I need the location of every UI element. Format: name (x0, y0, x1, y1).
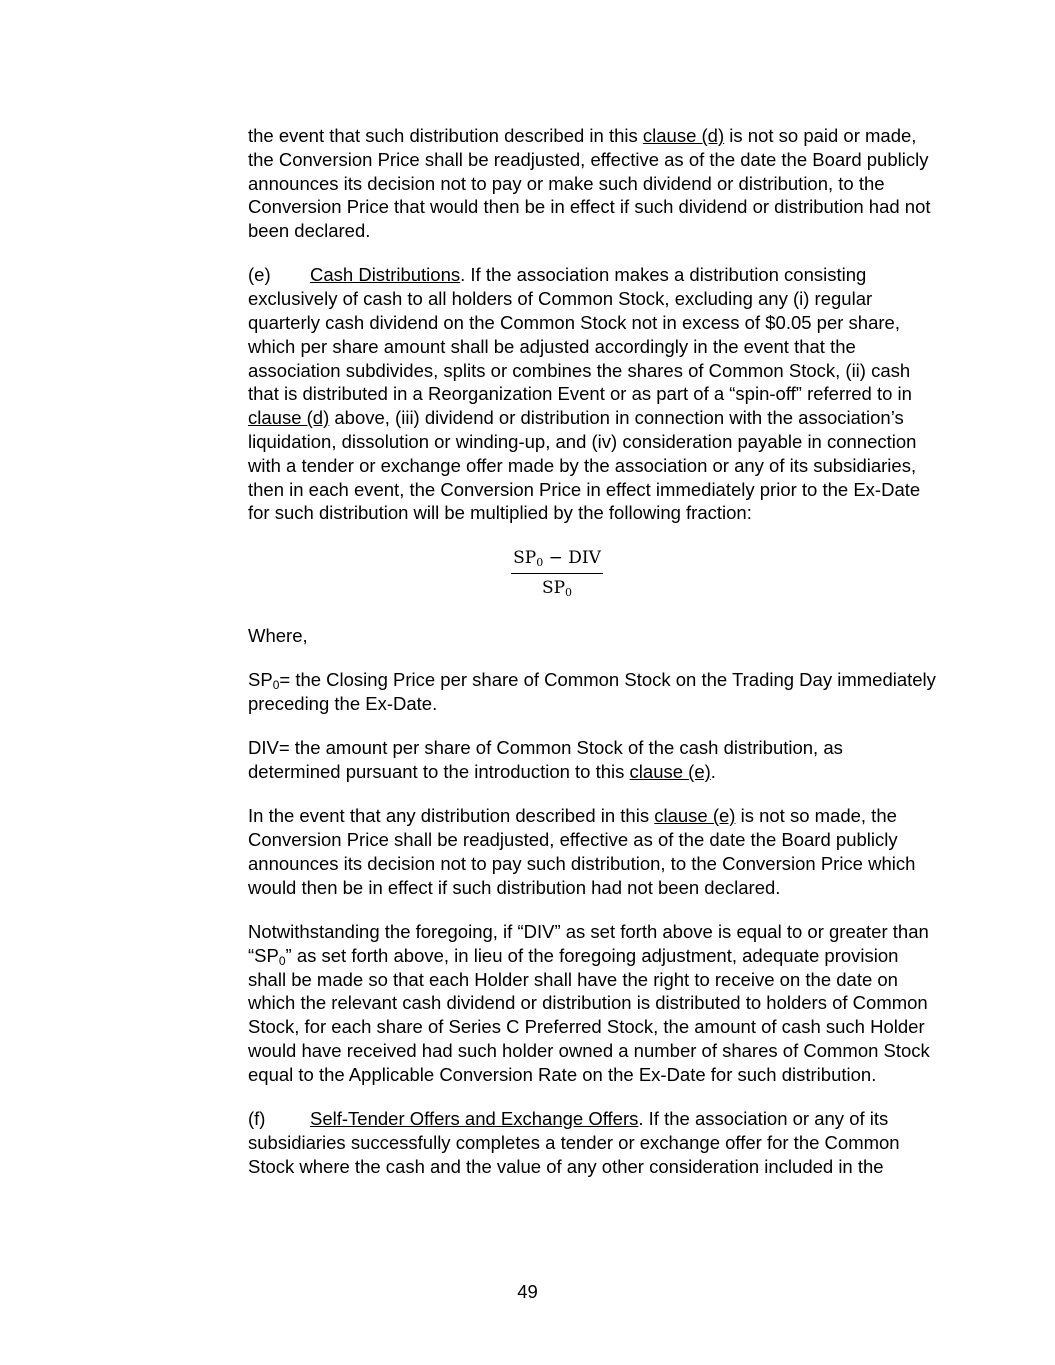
clause-e-reference: clause (e) (629, 760, 711, 782)
clause-d-reference: clause (d) (248, 407, 330, 429)
where-label: Where, (248, 624, 308, 646)
fraction-denominator: $SP_0$ (541, 577, 573, 599)
paragraph-notwithstanding: Notwithstanding the foregoing, if “DIV” as set forth above is equal to or greater than “$SP_0$” as set forth above, in lieu of the foregoing adjustment, adequate provision shall be made so that each Holder shall have the right to receive on the date on which the relevant cash dividend or distribution is distributed to holders of Common Stock, for each share of Series C Preferred Stock, the amount of cash such Holder would have received had such holder owned a number of shares of Common Stock equal to the Applicable Conversion Rate on the Ex-Date for such distribution. (248, 920, 930, 1085)
paragraph-readjustment: In the event that any distribution described in this clause (e) is not so made, the Conversion Price shall be readjusted, effective as of the date the Board publicly announces its decision not to pay such distribution, to the Conversion Price which would then be in effect if such distribution had not been declared. (248, 805, 916, 898)
paragraph-continuation: the event that such distribution described in this clause (d) is not so paid or made, the Conversion Price shall be readjusted, effective as of the date the Board publicly announces its decision not to pay or make such dividend or distribution, to the Conversion Price that would then be in effect if such dividend or distribution had not been declared. (248, 125, 931, 242)
section-number: (f) (248, 1108, 266, 1129)
section-heading: Cash Distributions (310, 264, 461, 286)
definition-sp0: $SP_0=$ the Closing Price per share of Common Stock on the Trading Day immediately preceding the Ex-Date. (248, 669, 936, 714)
clause-d-reference: clause (d) (642, 125, 725, 146)
page-number: 49 (517, 1281, 538, 1302)
section-heading: Self-Tender Offers and Exchange Offers (310, 1108, 639, 1129)
fraction-numerator: $SP_0$ − DIV (511, 546, 603, 574)
clause-e-reference: clause (e) (654, 805, 736, 827)
section-number: (e) (248, 264, 271, 286)
formula (212, 546, 902, 600)
definition-div: DIV= the amount per share of Common Stock of the cash distribution, as determined pursuant to the introduction to this clause (e). (248, 737, 843, 782)
document-body (248, 124, 938, 1199)
paragraph-self-tender: (f) Self-Tender Offers and Exchange Offers. If the association or any of its subsidiaries successfully completes a tender or exchange offer for the Common Stock where the cash and the value of any other consideration included in the (248, 1108, 900, 1177)
fraction (511, 546, 603, 600)
paragraph-cash-distributions: (e) Cash Distributions. If the association makes a distribution consisting exclusively of cash to all holders of Common Stock, excluding any (i) regular quarterly cash dividend on the Common Stock not in excess of $0.05 per share, which per share amount shall be adjusted accordingly in the event that the association subdivides, splits or combines the shares of Common Stock, (ii) cash that is distributed in a Reorganization Event or as part of a “spin-off” referred to in clause (d) above, (iii) dividend or distribution in connection with the association’s liquidation, dissolution or winding-up, and (iv) consideration payable in connection with a tender or exchange offer made by the association or any of its subsidiaries, then in each event, the Conversion Price in effect immediately prior to the Ex-Date for such distribution will be multiplied by the following fraction: (248, 264, 921, 524)
